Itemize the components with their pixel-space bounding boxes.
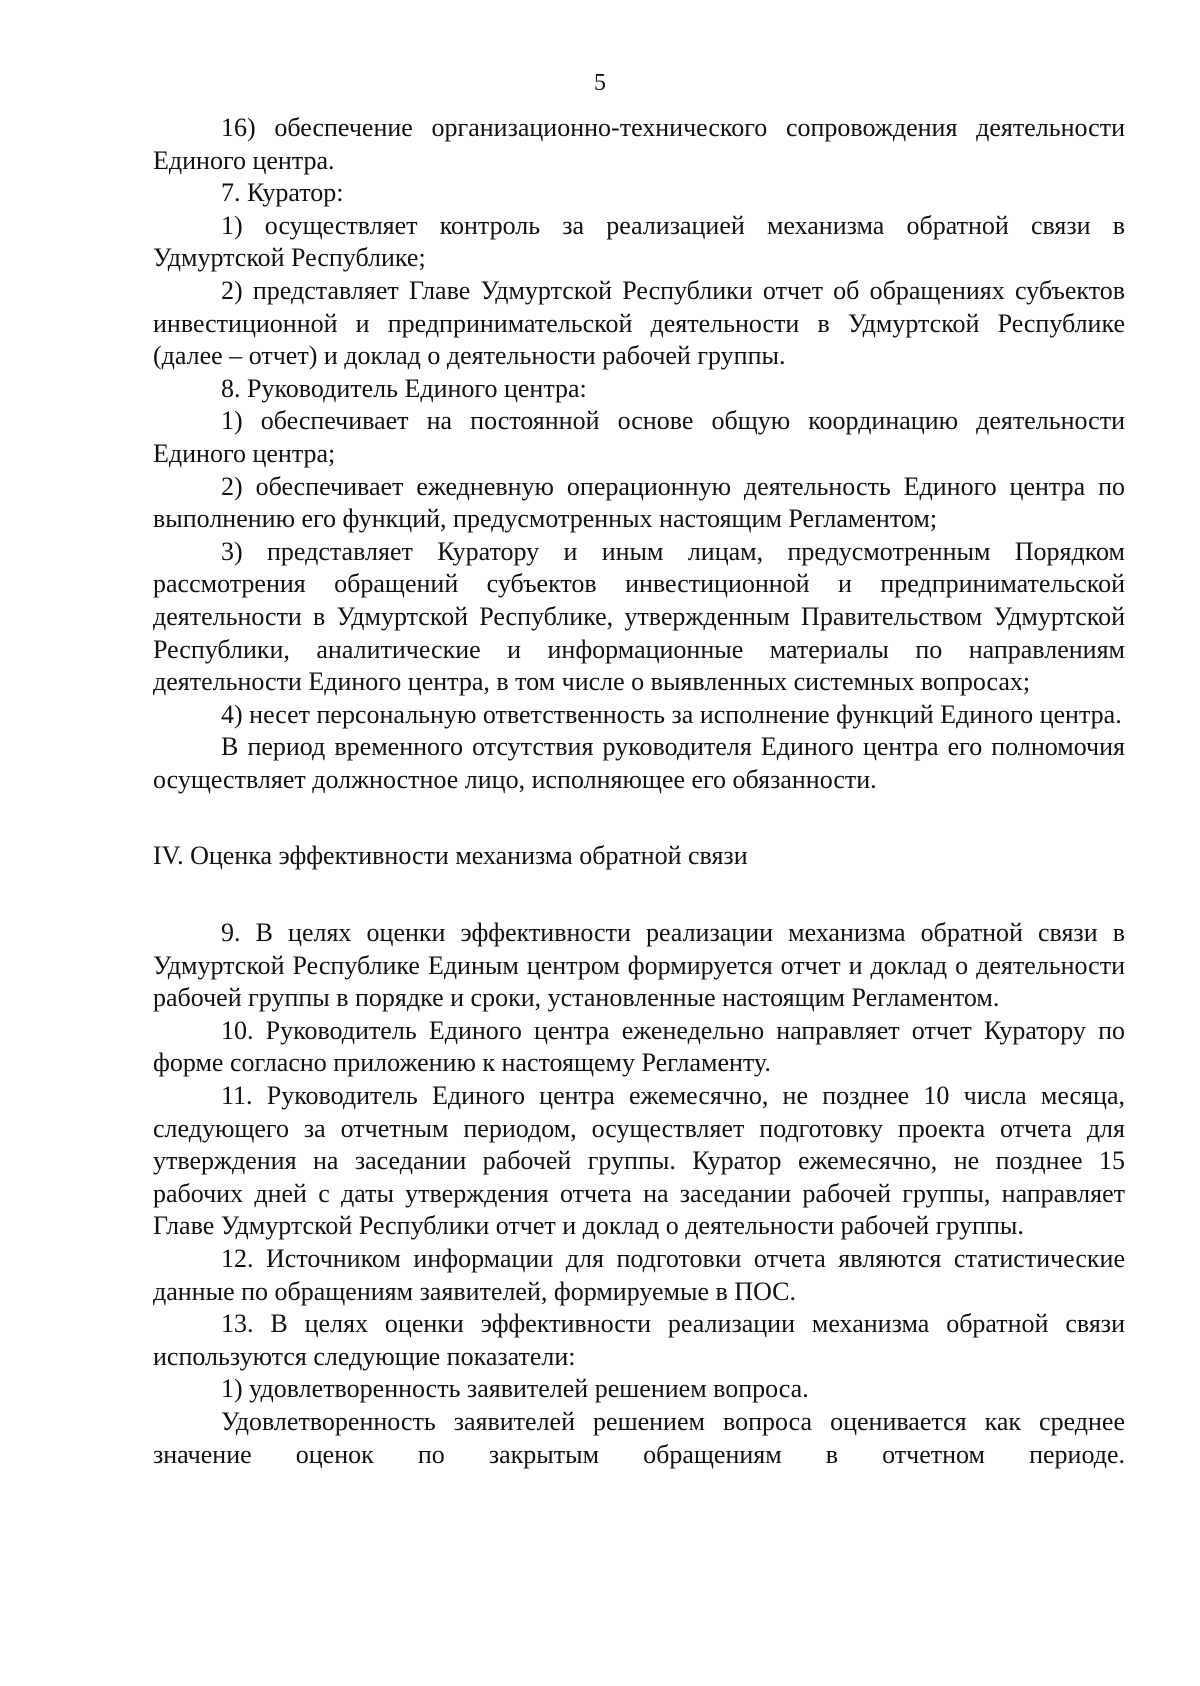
paragraph-7-2: 2) представляет Главе Удмуртской Республики отчет об обращениях субъектов инвестиционной и предпринимательской деятельности в Удмуртской Республике (далее – отчет) и доклад о деятельности рабочей группы.	[153, 275, 1125, 371]
paragraph-8-1: 1) обеспечивает на постоянной основе общую координацию деятельности Единого центра;	[153, 406, 1125, 468]
paragraph-7-curator: 7. Куратор:	[221, 178, 344, 208]
paragraph-12: 12. Источником информации для подготовки отчета являются статистические данные по обращениям заявителей, формируемые в ПОС.	[153, 1244, 1125, 1306]
paragraph-8-4: 4) несет персональную ответственность за исполнение функций Единого центра.	[221, 699, 1122, 729]
paragraph-8-head: 8. Руководитель Единого центра:	[221, 373, 587, 403]
paragraph-16-support: 16) обеспечение организационно-технического сопровождения деятельности Единого центра.	[153, 113, 1125, 175]
paragraph-13: 13. В целях оценки эффективности реализации механизма обратной связи используются следующие показатели:	[153, 1309, 1125, 1371]
page-number: 5	[594, 70, 606, 96]
paragraph-absence: В период временного отсутствия руководителя Единого центра его полномочия осуществляет должностное лицо, исполняющее его обязанности.	[153, 732, 1125, 794]
paragraph-8-2: 2) обеспечивает ежедневную операционную деятельность Единого центра по выполнению его функций, предусмотренных настоящим Регламентом;	[153, 471, 1125, 534]
paragraph-8-3: 3) представляет Куратору и иным лицам, предусмотренным Порядком рассмотрения обращений субъектов инвестиционной и предпринимательской деятельности в Удмуртской Республике, утвержденным Правительством Удмуртской Республики, аналитические и информационные материалы по направлениям деятельности Единого центра, в том числе о выявленных системных вопросах;	[153, 536, 1125, 697]
paragraph-9: 9. В целях оценки эффективности реализации механизма обратной связи в Удмуртской Республике Единым центром формируется отчет и доклад о деятельности рабочей группы в порядке и сроки, установленные настоящим Регламентом.	[153, 918, 1125, 1013]
section-heading: IV. Оценка эффективности механизма обратной связи	[153, 841, 748, 871]
paragraph-11: 11. Руководитель Единого центра ежемесячно, не позднее 10 числа месяца, следующего за отчетным периодом, осуществляет подготовку проекта отчета для утверждения на заседании рабочей группы. Куратор ежемесячно, не позднее 15 рабочих дней с даты утверждения отчета на заседании рабочей группы, направляет Главе Удмуртской Республики отчет и доклад о деятельности рабочей группы.	[153, 1081, 1125, 1241]
paragraph-satisfaction: Удовлетворенность заявителей решением вопроса оценивается как среднее значение оценок по закрытым обращениям в отчетном периоде.	[153, 1406, 1125, 1469]
paragraph-13-1: 1) удовлетворенность заявителей решением вопроса.	[221, 1374, 809, 1404]
paragraph-10: 10. Руководитель Единого центра еженедельно направляет отчет Куратору по форме согласно приложению к настоящему Регламенту.	[153, 1015, 1125, 1078]
document-body	[153, 112, 1125, 1471]
paragraph-7-1: 1) осуществляет контроль за реализацией механизма обратной связи в Удмуртской Республике;	[153, 210, 1125, 273]
